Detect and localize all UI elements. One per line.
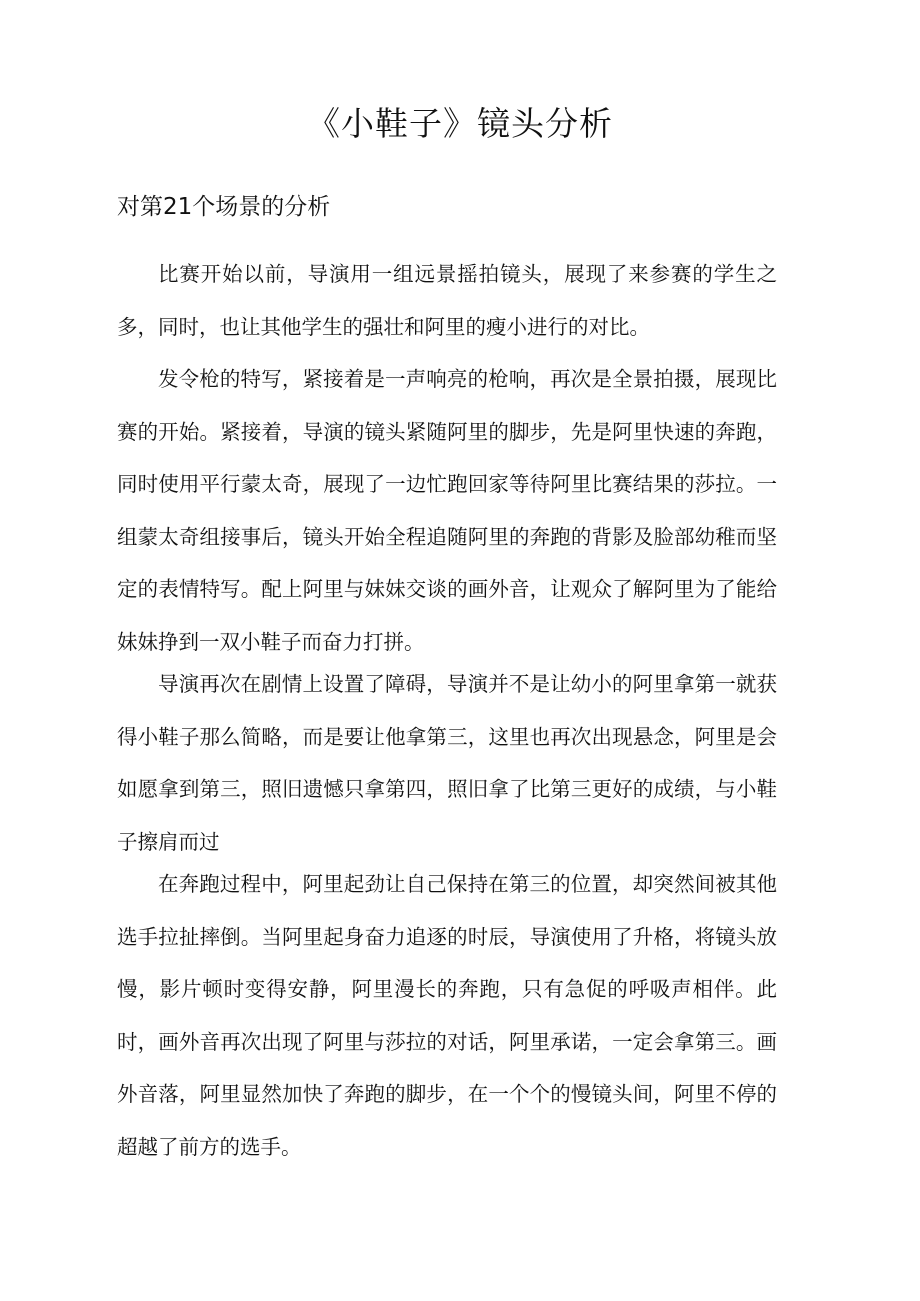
page-title: 《小鞋子》镜头分析 — [307, 104, 613, 143]
paragraph: 比赛开始以前，导演用一组远景摇拍镜头，展现了来参赛的学生之多，同时，也让其他学生的强壮和阿里的瘦小进行的对比。 — [117, 262, 777, 339]
section-heading: 对第21个场景的分析 — [117, 194, 331, 220]
paragraph: 导演再次在剧情上设置了障碍，导演并不是让幼小的阿里拿第一就获得小鞋子那么简略，而是要让他拿第三，这里也再次出现悬念，阿里是会如愿拿到第三，照旧遗憾只拿第四，照旧拿了比第三更好的成绩，与小鞋子擦肩而过 — [117, 672, 777, 854]
paragraph: 在奔跑过程中，阿里起劲让自己保持在第三的位置，却突然间被其他选手拉扯摔倒。当阿里起身奋力追逐的时辰，导演使用了升格，将镜头放慢，影片顿时变得安静，阿里漫长的奔跑，只有急促的呼吸声相伴。此时，画外音再次出现了阿里与莎拉的对话，阿里承诺，一定会拿第三。画外音落，阿里显然加快了奔跑的脚步，在一个个的慢镜头间，阿里不停的超越了前方的选手。 — [117, 872, 777, 1159]
paragraph: 发令枪的特写，紧接着是一声响亮的枪响，再次是全景拍摄，展现比赛的开始。紧接着，导演的镜头紧随阿里的脚步，先是阿里快速的奔跑，同时使用平行蒙太奇，展现了一边忙跑回家等待阿里比赛结果的莎拉。一组蒙太奇组接事后，镜头开始全程追随阿里的奔跑的背影及脸部幼稚而坚定的表情特写。配上阿里与妹妹交谈的画外音，让观众了解阿里为了能给妹妹挣到一双小鞋子而奋力打拼。 — [117, 367, 777, 654]
